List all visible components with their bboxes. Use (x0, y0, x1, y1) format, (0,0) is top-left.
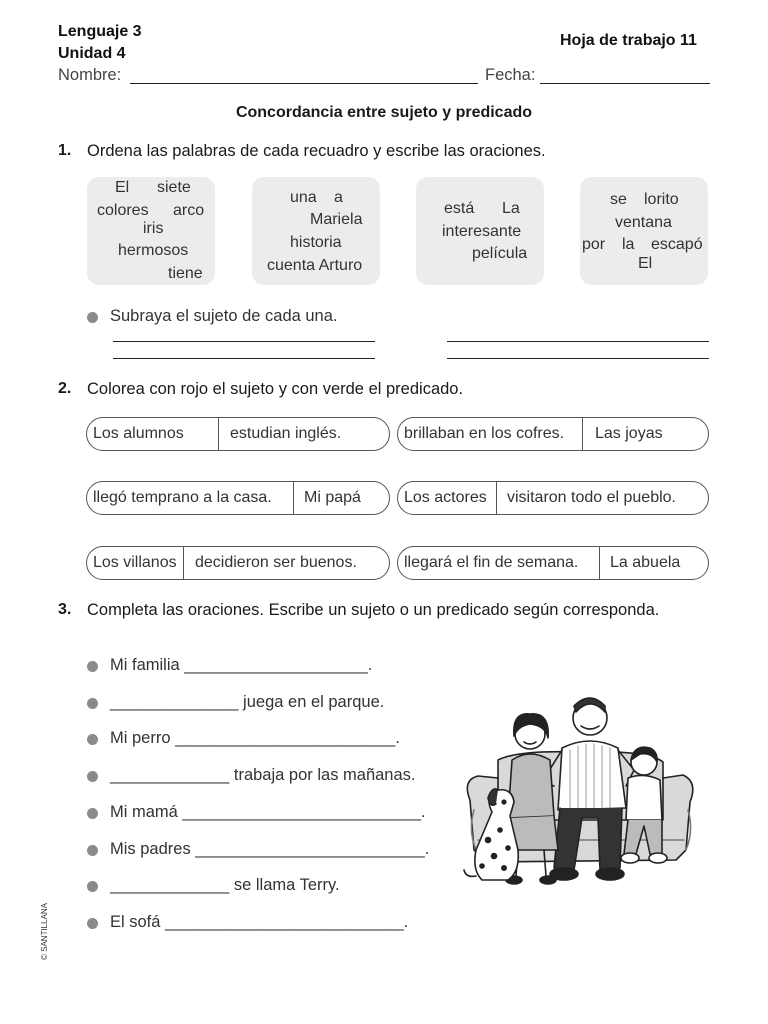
sentence-pill[interactable] (397, 481, 709, 515)
answer-line[interactable] (447, 358, 709, 359)
word: El (638, 255, 653, 272)
pill-part-predicate[interactable]: estudian inglés. (230, 425, 342, 442)
sentence-pill[interactable] (397, 546, 709, 580)
word: escapó (651, 236, 703, 253)
word-box-2 (252, 177, 380, 285)
word-box-3 (416, 177, 544, 285)
word: La (502, 200, 520, 217)
date-line[interactable] (540, 83, 710, 84)
pill-part-predicate[interactable]: llegó temprano a la casa. (87, 482, 294, 514)
unit-label: Unidad 4 (58, 45, 126, 62)
q2-instruction: Colorea con rojo el sujeto y con verde el predicado. (87, 380, 464, 398)
completion-item[interactable]: Mi familia ____________________. (110, 656, 373, 674)
pill-part-predicate[interactable]: decidieron ser buenos. (195, 554, 357, 571)
completion-item[interactable]: El sofá __________________________. (110, 913, 409, 931)
word: una (290, 189, 317, 206)
q2-number: 2. (58, 380, 72, 397)
q1-instruction: Ordena las palabras de cada recuadro y escribe las oraciones. (87, 142, 546, 160)
bullet-icon (87, 734, 98, 745)
date-label: Fecha: (485, 66, 536, 84)
pill-part-subject[interactable]: La abuela (610, 554, 681, 571)
answer-line[interactable] (447, 341, 709, 342)
q1-number: 1. (58, 142, 72, 159)
completion-item[interactable]: Mi mamá __________________________. (110, 803, 426, 821)
word: Mariela (310, 211, 363, 228)
pill-part-subject[interactable]: Los villanos (87, 547, 184, 579)
pill-part-predicate[interactable]: brillaban en los cofres. (398, 418, 583, 450)
word: ventana (615, 214, 672, 231)
subject-label: Lenguaje 3 (58, 23, 142, 40)
word: historia (290, 234, 342, 251)
answer-line[interactable] (113, 341, 375, 342)
word: siete (157, 179, 191, 196)
sentence-pill[interactable] (86, 546, 390, 580)
completion-item[interactable]: ______________ juega en el parque. (110, 693, 385, 711)
word: la (622, 236, 635, 253)
sentence-pill[interactable] (397, 417, 709, 451)
sentence-pill[interactable] (86, 417, 390, 451)
name-line[interactable] (130, 83, 478, 84)
word: colores (97, 202, 149, 219)
q3-number: 3. (58, 601, 72, 618)
bullet-icon (87, 881, 98, 892)
copyright-notice: © SANTILLANA (40, 902, 49, 960)
completion-item[interactable]: Mi perro ________________________. (110, 729, 400, 747)
word: a (334, 189, 343, 206)
word: hermosos (118, 242, 189, 259)
q3-instruction: Completa las oraciones. Escribe un sujeto o un predicado según corresponda. (87, 601, 660, 619)
bullet-icon (87, 845, 98, 856)
pill-part-subject[interactable]: Mi papá (304, 489, 361, 506)
bullet-icon (87, 698, 98, 709)
q1-bullet-text: Subraya el sujeto de cada una. (110, 307, 338, 325)
bullet-icon (87, 312, 98, 323)
word: lorito (644, 191, 679, 208)
worksheet-label: Hoja de trabajo 11 (560, 32, 697, 49)
pill-part-predicate[interactable]: llegará el fin de semana. (398, 547, 600, 579)
word-box-4 (580, 177, 708, 285)
word: arco (173, 202, 205, 219)
pill-part-subject[interactable]: Los alumnos (87, 418, 219, 450)
pill-part-subject[interactable]: Los actores (398, 482, 497, 514)
completion-item[interactable]: Mis padres _________________________. (110, 840, 430, 858)
name-label: Nombre: (58, 66, 122, 84)
bullet-icon (87, 918, 98, 929)
completion-item[interactable]: _____________ trabaja por las mañanas. (110, 766, 416, 784)
bullet-icon (87, 771, 98, 782)
page-title: Concordancia entre sujeto y predicado (235, 104, 533, 121)
pill-part-predicate[interactable]: visitaron todo el pueblo. (507, 489, 676, 506)
word: por (582, 236, 606, 253)
word: cuenta Arturo (267, 257, 363, 274)
word: tiene (168, 265, 203, 282)
word: iris (143, 220, 164, 237)
word: se (610, 191, 627, 208)
word-box-1 (87, 177, 215, 285)
sentence-pill[interactable] (86, 481, 390, 515)
completion-item[interactable]: _____________ se llama Terry. (110, 876, 340, 894)
answer-line[interactable] (113, 358, 375, 359)
word: está (444, 200, 475, 217)
word: El (115, 179, 130, 196)
word: película (472, 245, 528, 262)
bullet-icon (87, 808, 98, 819)
bullet-icon (87, 661, 98, 672)
pill-part-subject[interactable]: Las joyas (595, 425, 663, 442)
word: interesante (442, 223, 522, 240)
family-sofa-illustration (458, 690, 700, 900)
